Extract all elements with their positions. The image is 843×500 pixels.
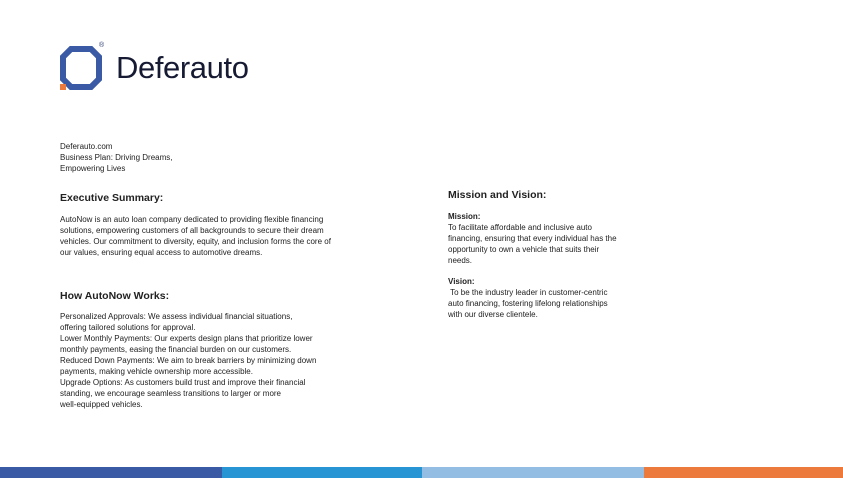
text-line: auto financing, fostering lifelong relationships (448, 299, 608, 308)
text-line: with our diverse clientele. (448, 310, 538, 319)
text-line: Lower Monthly Payments: Our experts design plans that prioritize lower (60, 334, 313, 343)
text-line: standing, we encourage seamless transitions to larger or more (60, 389, 281, 398)
footer-segment-blue (222, 467, 422, 478)
vision-label: Vision: (448, 277, 475, 286)
executive-summary-body (60, 214, 390, 258)
footer-segment-dark-blue (0, 467, 222, 478)
registered-mark: ® (99, 42, 105, 49)
text-line: Reduced Down Payments: We aim to break barriers by minimizing down (60, 356, 317, 365)
footer-segment-orange (644, 467, 843, 478)
text-line: well-equipped vehicles. (60, 400, 143, 409)
text-line: To facilitate affordable and inclusive auto (448, 223, 592, 232)
text-line: needs. (448, 256, 473, 265)
text-line: our values, ensuring equal access to automotive dreams. (60, 248, 263, 257)
text-line: opportunity to own a vehicle that suits their (448, 245, 600, 254)
site-url: Deferauto.com (60, 142, 113, 151)
mission-label: Mission: (448, 212, 481, 221)
plan-title-line-2: Empowering Lives (60, 164, 126, 173)
brand-logo (58, 42, 249, 94)
how-it-works-heading: How AutoNow Works: (60, 290, 170, 302)
text-line: To be the industry leader in customer-centric (448, 288, 608, 297)
text-line: vehicles. Our commitment to diversity, equity, and inclusion forms the core of (60, 237, 331, 246)
text-line: offering tailored solutions for approval. (60, 323, 196, 332)
document-meta (60, 141, 260, 174)
text-line: Personalized Approvals: We assess individual financial situations, (60, 312, 293, 321)
logo-mark-icon (58, 43, 104, 93)
footer-color-bar (0, 467, 843, 478)
mission-vision-heading: Mission and Vision: (448, 189, 547, 201)
footer-segment-light-blue (422, 467, 644, 478)
text-line: solutions, empowering customers of all backgrounds to secure their dream (60, 226, 324, 235)
how-it-works-body (60, 311, 380, 410)
mission-block (448, 211, 658, 266)
text-line: payments, making vehicle ownership more accessible. (60, 367, 253, 376)
text-line: financing, ensuring that every individual has the (448, 234, 617, 243)
executive-summary-heading: Executive Summary: (60, 192, 164, 204)
text-line: Upgrade Options: As customers build trust and improve their financial (60, 378, 306, 387)
plan-title-line-1: Business Plan: Driving Dreams, (60, 153, 173, 162)
text-line: AutoNow is an auto loan company dedicated to providing flexible financing (60, 215, 324, 224)
text-line: monthly payments, easing the financial burden on our customers. (60, 345, 292, 354)
vision-block (448, 276, 658, 320)
brand-name: Deferauto (116, 50, 249, 85)
